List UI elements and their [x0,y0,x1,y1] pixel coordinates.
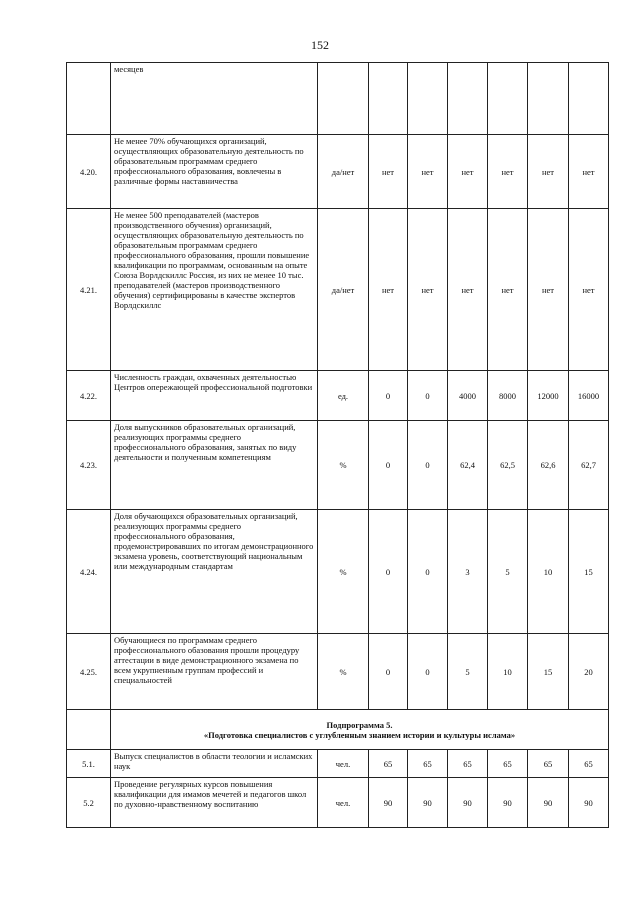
row-description: Доля обучающихся образовательных организаций, реализующих программы среднего профессионального образования, продемонстрировавших по итогам демонстрационного экзамена уровень, соответствующий национальным или международным стандартам [111,510,318,634]
table-row [67,63,609,135]
value-cell: 62,5 [488,421,528,510]
row-description: Выпуск специалистов в области теологии и исламских наук [111,750,318,778]
value-cell [488,63,528,135]
row-unit: % [318,634,369,710]
table-row [67,135,609,209]
value-cell: 90 [448,778,488,828]
value-cell [528,63,569,135]
value-cell: нет [369,135,408,209]
value-cell: 0 [408,421,448,510]
table-row [67,634,609,710]
value-cell: 65 [488,750,528,778]
value-cell: 65 [528,750,569,778]
section-spacer [67,710,111,750]
value-cell: 0 [369,634,408,710]
row-unit: чел. [318,750,369,778]
table-row [67,510,609,634]
row-number: 4.25. [67,634,111,710]
value-cell: нет [569,209,609,371]
value-cell: нет [408,135,448,209]
row-description: Численность граждан, охваченных деятельностью Центров опережающей профессиональной подготовки [111,371,318,421]
value-cell: 0 [369,421,408,510]
value-cell: 0 [408,510,448,634]
value-cell: 90 [488,778,528,828]
value-cell: нет [448,209,488,371]
value-cell: 16000 [569,371,609,421]
value-cell: 8000 [488,371,528,421]
row-unit [318,63,369,135]
table-row [67,750,609,778]
table-row [67,421,609,510]
section-row [67,710,609,750]
row-description: месяцев [111,63,318,135]
row-number: 5.2 [67,778,111,828]
value-cell: нет [569,135,609,209]
value-cell: 10 [488,634,528,710]
value-cell: 5 [488,510,528,634]
row-unit: % [318,421,369,510]
row-number: 4.21. [67,209,111,371]
page-number: 152 [311,38,329,52]
row-unit: % [318,510,369,634]
row-unit: чел. [318,778,369,828]
row-description: Доля выпускников образовательных организаций, реализующих программы среднего профессионального образования, занятых по виду деятельности и полученным компетенциям [111,421,318,510]
value-cell: нет [448,135,488,209]
value-cell [369,63,408,135]
value-cell: 0 [369,510,408,634]
value-cell: 62,6 [528,421,569,510]
row-number: 4.22. [67,371,111,421]
value-cell: нет [528,135,569,209]
row-number: 4.24. [67,510,111,634]
value-cell: 90 [569,778,609,828]
value-cell: 3 [448,510,488,634]
row-description: Обучающиеся по программам среднего профессионального обазования прошли процедуру аттестации в виде демонстрационного экзамена по всем укрупненным группам профессий и специальностей [111,634,318,710]
value-cell: 65 [369,750,408,778]
value-cell: нет [528,209,569,371]
table-row [67,371,609,421]
indicators-table [66,62,609,828]
value-cell: 5 [448,634,488,710]
value-cell: 10 [528,510,569,634]
row-unit: да/нет [318,135,369,209]
value-cell: 65 [408,750,448,778]
value-cell: 90 [408,778,448,828]
row-unit: да/нет [318,209,369,371]
value-cell: 0 [369,371,408,421]
value-cell: 62,4 [448,421,488,510]
value-cell [408,63,448,135]
value-cell: 4000 [448,371,488,421]
row-number: 5.1. [67,750,111,778]
value-cell: нет [408,209,448,371]
section-title [111,710,609,750]
value-cell: нет [488,209,528,371]
row-number: 4.20. [67,135,111,209]
section-title-line2: «Подготовка специалистов с углубленным знанием истории и культуры ислама» [203,729,516,740]
value-cell: 15 [528,634,569,710]
value-cell: 0 [408,371,448,421]
value-cell: 0 [408,634,448,710]
row-number [67,63,111,135]
row-unit: ед. [318,371,369,421]
row-description: Проведение регулярных курсов повышения квалификации для имамов мечетей и педагогов школ по духовно-нравственному воспитанию [111,778,318,828]
row-number: 4.23. [67,421,111,510]
value-cell: 12000 [528,371,569,421]
value-cell: 65 [569,750,609,778]
table-row [67,209,609,371]
value-cell: нет [369,209,408,371]
value-cell: 90 [528,778,569,828]
value-cell: 20 [569,634,609,710]
value-cell [448,63,488,135]
value-cell: 65 [448,750,488,778]
value-cell: 15 [569,510,609,634]
value-cell: 90 [369,778,408,828]
section-title-line1: Подпрограмма 5. [326,719,393,730]
value-cell: 62,7 [569,421,609,510]
row-description: Не менее 500 преподавателей (мастеров производственного обучения) организаций, осуществляющих образовательную деятельность по образовательным программам среднего профессионального образования, прошли повышение квалификации по программам, основанным на опыте Союза Ворлдскиллс Россия, из них не менее 10 тыс. преподавателей (мастеров производственного обучения) сертифицированы в качестве экспертов Ворлдскиллс [111,209,318,371]
value-cell [569,63,609,135]
value-cell: нет [488,135,528,209]
table-row [67,778,609,828]
row-description: Не менее 70% обучающихся организаций, осуществляющих образовательную деятельность по образовательным программам среднего профессионального образования, вовлечены в различные формы наставничества [111,135,318,209]
